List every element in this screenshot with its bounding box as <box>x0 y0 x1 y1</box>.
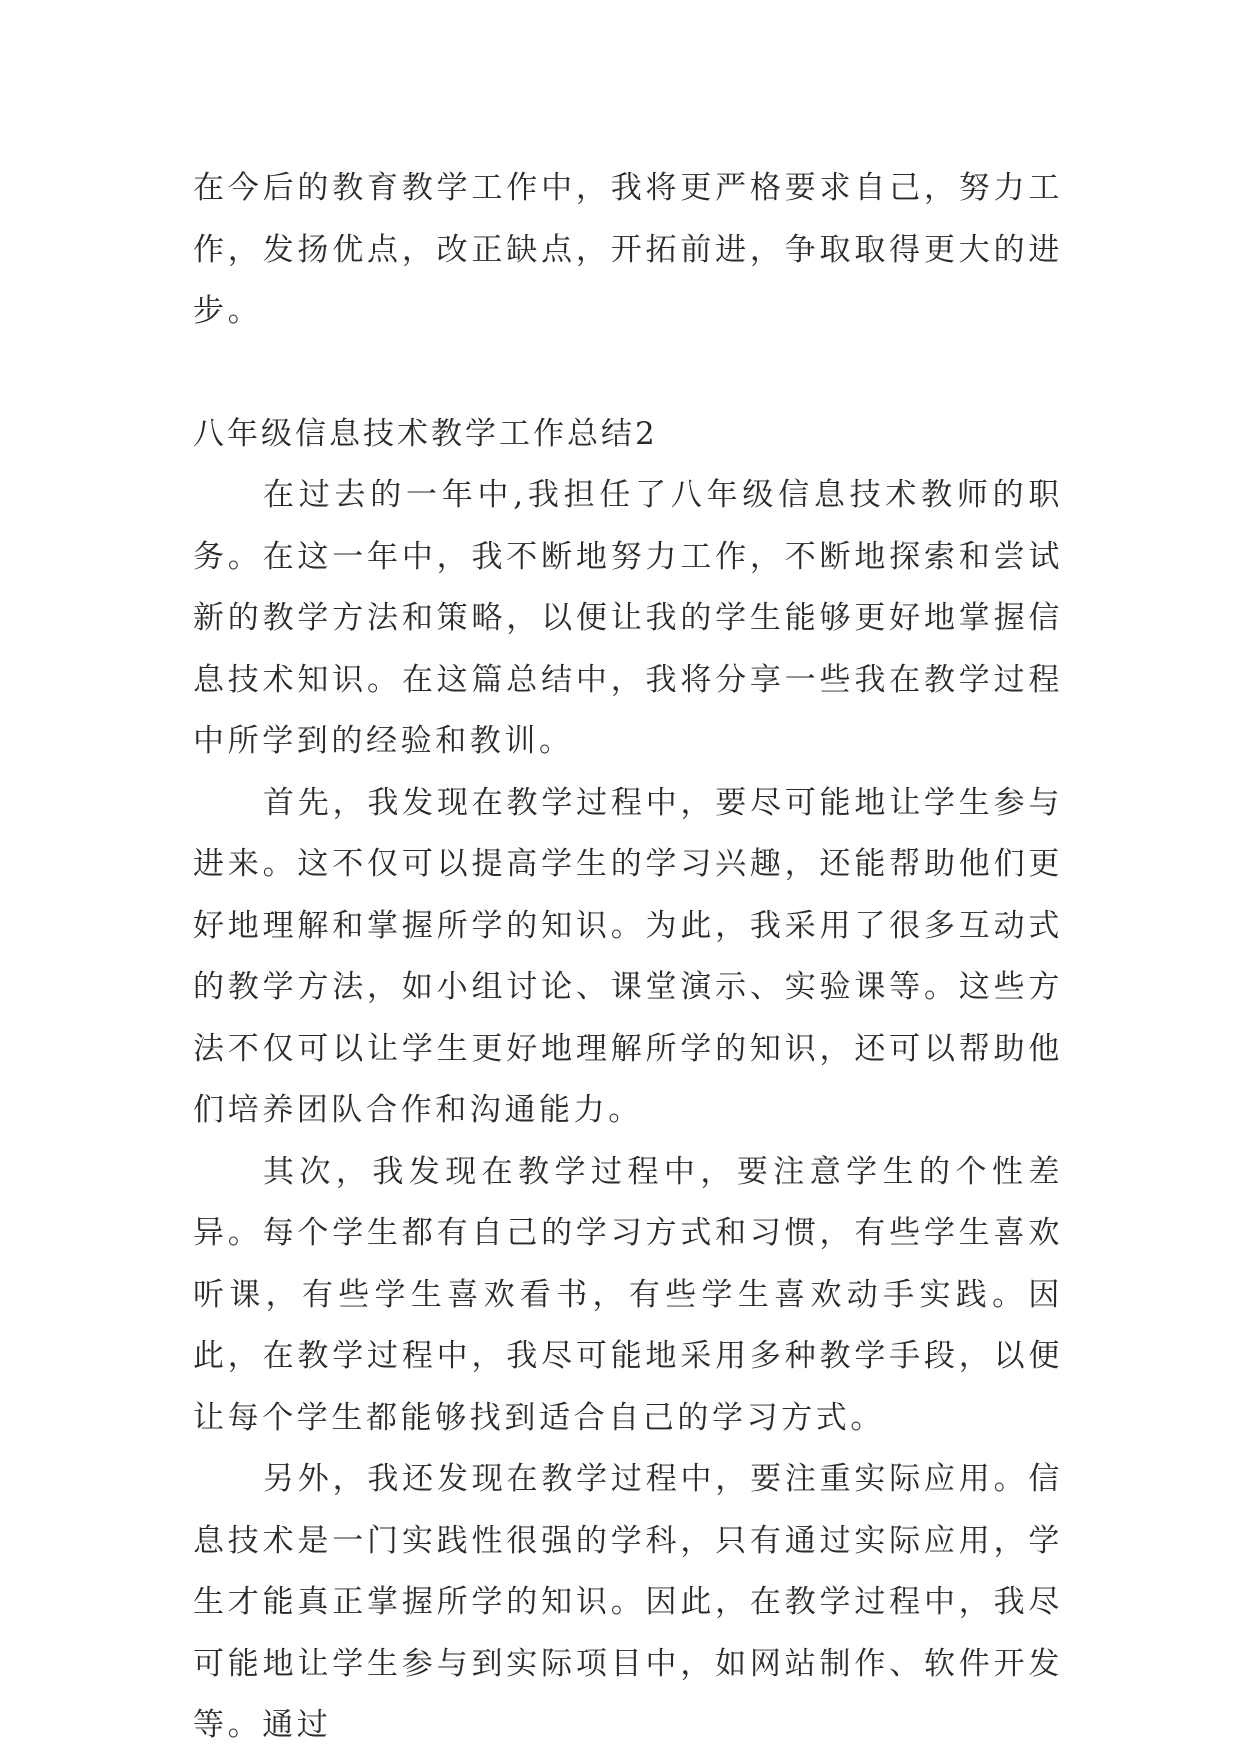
section-title: 八年级信息技术教学工作总结2 <box>193 415 658 452</box>
paragraph-2: 首先，我发现在教学过程中，要尽可能地让学生参与进来。这不仅可以提高学生的学习兴趣，还能帮助他们更好地理解和掌握所学的知识。为此，我采用了很多互动式的教学方法，如小组讨论、课堂演示、实验课等。这些方法不仅可以让学生更好地理解所学的知识，还可以帮助他们培养团队合作和沟通能力。 <box>193 784 1063 1128</box>
document-body <box>193 158 1063 1757</box>
paragraph-spacer <box>193 343 1063 404</box>
paragraph-4: 另外，我还发现在教学过程中，要注重实际应用。信息技术是一门实践性很强的学科，只有通过实际应用，学生才能真正掌握所学的知识。因此，在教学过程中，我尽可能地让学生参与到实际项目中，如网站制作、软件开发等。通过 <box>193 1461 1063 1743</box>
paragraph-1: 在过去的一年中,我担任了八年级信息技术教师的职务。在这一年中，我不断地努力工作，不断地探索和尝试新的教学方法和策略，以便让我的学生能够更好地掌握信息技术知识。在这篇总结中，我将分享一些我在教学过程中所学到的经验和教训。 <box>193 477 1063 759</box>
intro-paragraph: 在今后的教育教学工作中，我将更严格要求自己，努力工作，发扬优点，改正缺点，开拓前进，争取取得更大的进步。 <box>193 170 1063 329</box>
paragraph-3: 其次，我发现在教学过程中，要注意学生的个性差异。每个学生都有自己的学习方式和习惯，有些学生喜欢听课，有些学生喜欢看书，有些学生喜欢动手实践。因此，在教学过程中，我尽可能地采用多种教学手段，以便让每个学生都能够找到适合自己的学习方式。 <box>193 1153 1063 1436</box>
